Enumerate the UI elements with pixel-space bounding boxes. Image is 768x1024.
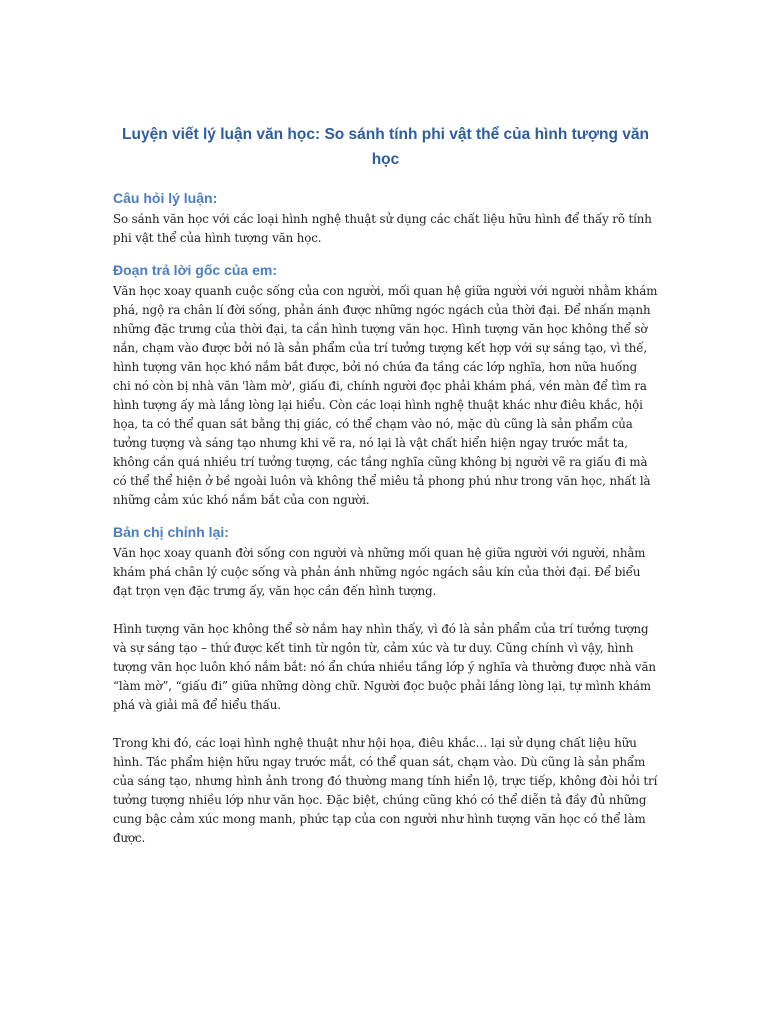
document-title: Luyện viết lý luận văn học: So sánh tính phi vật thể của hình tượng văn học (122, 126, 649, 168)
document-page (113, 122, 658, 848)
revised-heading: Bản chị chỉnh lại: (113, 524, 229, 540)
revised-paragraph-2: Hình tượng văn học không thể sờ nắm hay nhìn thấy, vì đó là sản phẩm của trí tưởng tượng và sự sáng tạo – thứ được kết tinh từ ngôn từ, cảm xúc và tư duy. Cũng chính vì vậy, hình tượng văn học luôn khó nắm bắt: nó ẩn chứa nhiều tầng lớp ý nghĩa và thường được nhà văn “làm mờ”, “giấu đi” giữa những dòng chữ. Người đọc buộc phải lắng lòng lại, tự mình khám phá và giải mã để hiểu thấu. (113, 622, 656, 712)
revised-paragraph-1: Văn học xoay quanh đời sống con người và những mối quan hệ giữa người với người, nhằm khám phá chân lý cuộc sống và phản ánh những ngóc ngách sâu kín của thời đại. Để biểu đạt trọn vẹn đặc trưng ấy, văn học cần đến hình tượng. (113, 546, 646, 598)
original-answer-text: Văn học xoay quanh cuộc sống của con người, mối quan hệ giữa người với người nhằm khám phá, ngộ ra chân lí đời sống, phản ánh được những ngóc ngách của thời đại. Để nhấn mạnh những đặc trưng của thời đại, ta cần hình tượng văn học. Hình tượng văn học không thể sờ nắn, chạm vào được bởi nó là sản phẩm của trí tưởng tượng kết hợp với sự sáng tạo, vì thế, hình tượng văn học khó nắm bắt được, bởi nó chứa đa tầng các lớp nghĩa, hơn nữa huống chi nó còn bị nhà văn 'làm mờ', giấu đi, chính người đọc phải khám phá, vén màn để tìm ra hình tượng ấy mà lắng lòng lại hiểu. Còn các loại hình nghệ thuật khác như điêu khắc, hội họa, ta có thể quan sát bằng thị giác, có thể chạm vào nó, mặc dù cũng là sản phẩm của tưởng tượng và sáng tạo nhưng khi vẽ ra, nó lại là vật chất hiển hiện ngay trước mắt ta, không cần quá nhiều trí tưởng tượng, các tầng nghĩa cũng không bị người vẽ ra giấu đi mà có thể thể hiện ở bề ngoài luôn và không thể miêu tả phong phú như trong văn học, nhất là những cảm xúc khó nắm bắt của con người. (113, 284, 658, 507)
original-answer-heading: Đoạn trả lời gốc của em: (113, 262, 277, 278)
revised-paragraph-3: Trong khi đó, các loại hình nghệ thuật như hội họa, điêu khắc… lại sử dụng chất liệu hữu hình. Tác phẩm hiện hữu ngay trước mắt, có thể quan sát, chạm vào. Dù cũng là sản phẩm của sáng tạo, nhưng hình ảnh trong đó thường mang tính hiển lộ, trực tiếp, không đòi hỏi trí tưởng tượng nhiều lớp như văn học. Đặc biệt, chúng cũng khó có thể diễn tả đầy đủ những cung bậc cảm xúc mong manh, phức tạp của con người như hình tượng văn học có thể làm được. (113, 736, 658, 845)
question-text: So sánh văn học với các loại hình nghệ thuật sử dụng các chất liệu hữu hình để thấy rõ tính phi vật thể của hình tượng văn học. (113, 212, 652, 245)
question-heading: Câu hỏi lý luận: (113, 190, 218, 206)
